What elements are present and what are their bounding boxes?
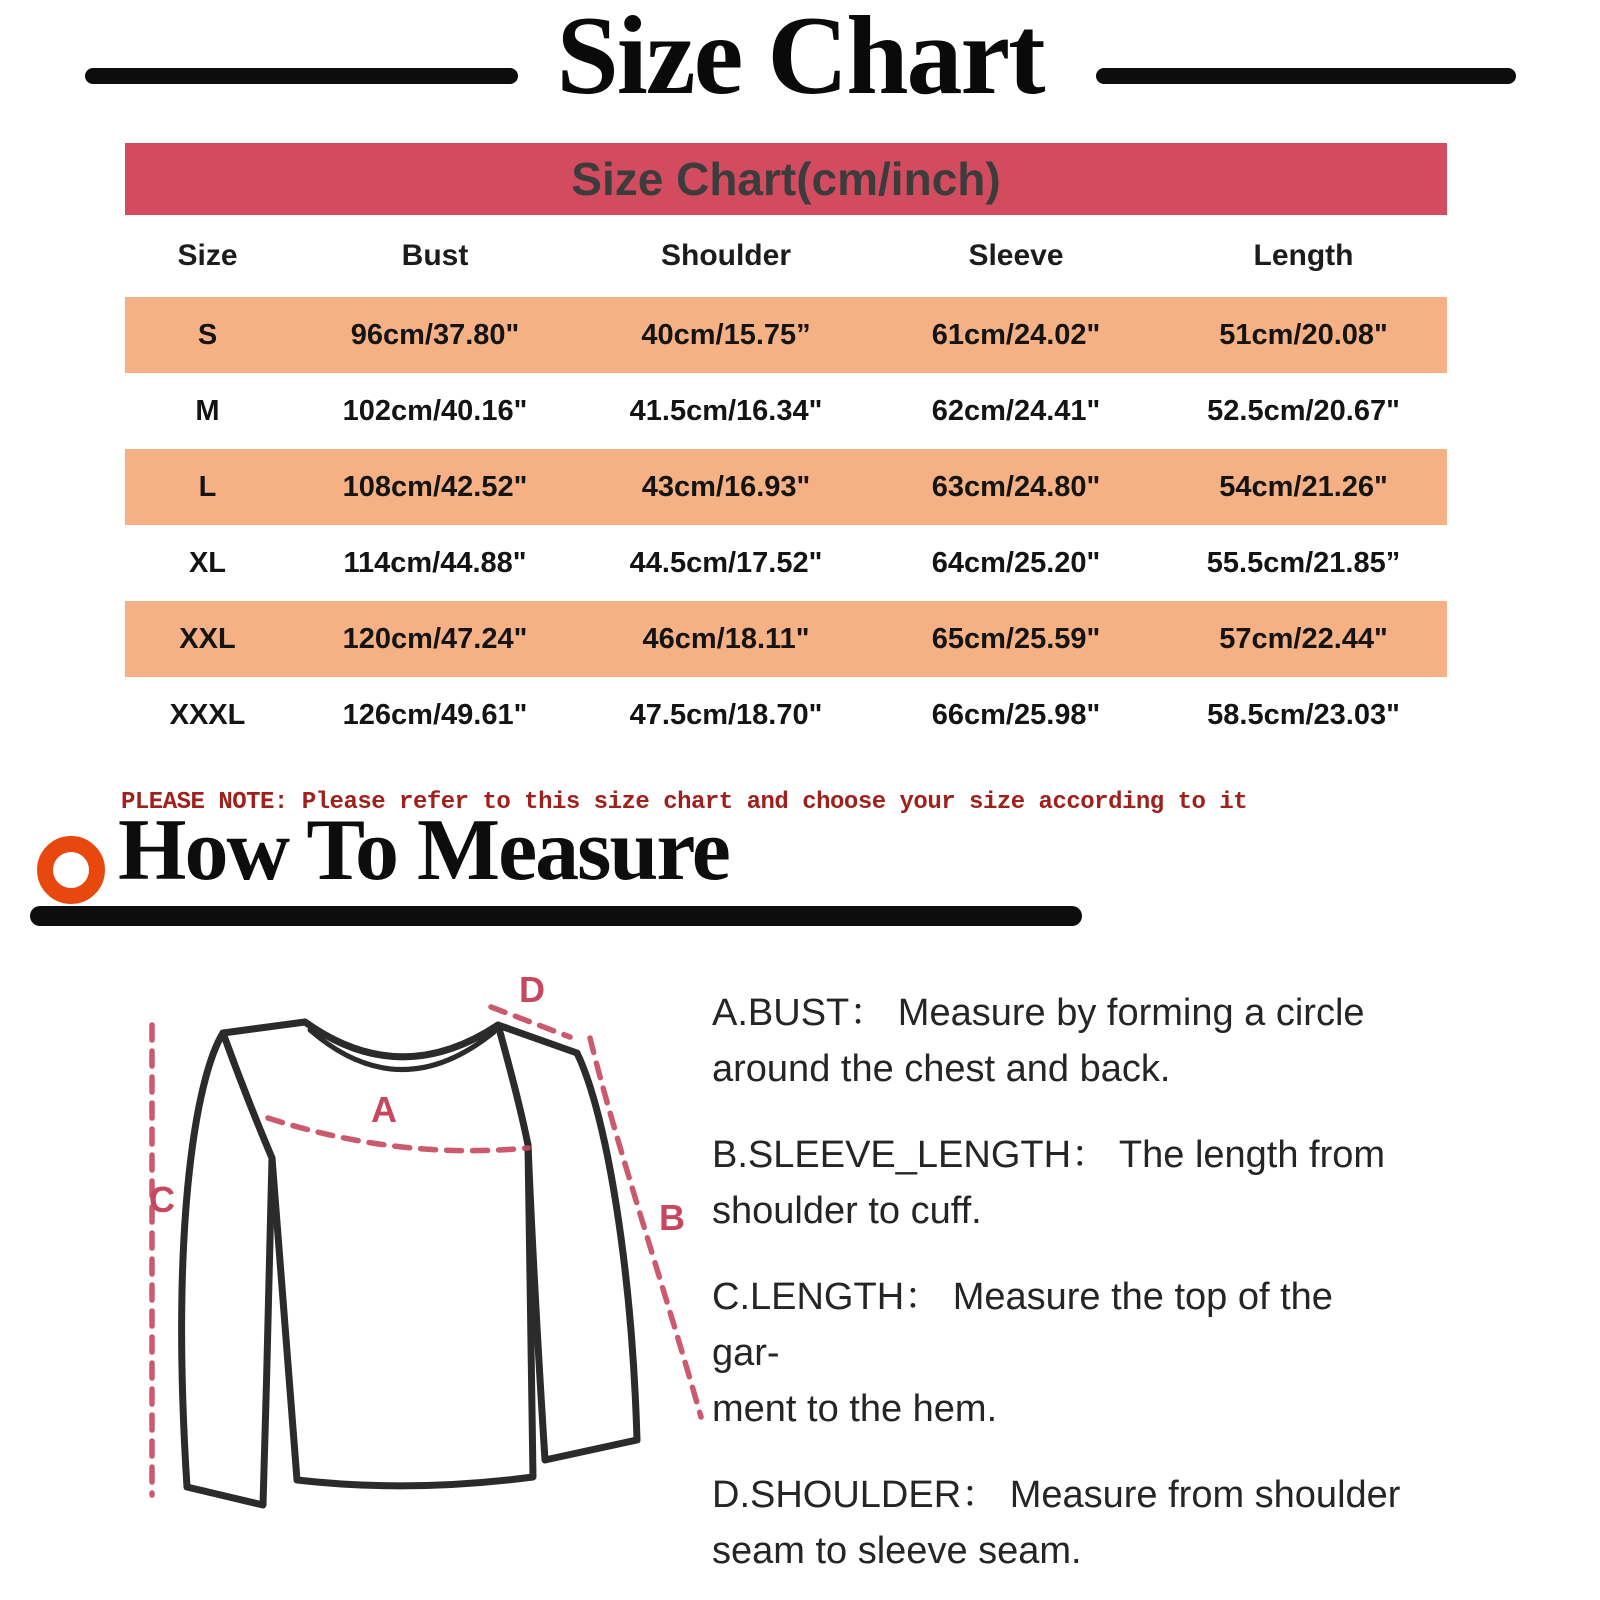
cell-size: XXXL xyxy=(169,698,246,731)
cell-bust: 96cm/37.80" xyxy=(350,318,520,351)
cell-size: XL xyxy=(188,546,227,579)
table-row xyxy=(125,601,1447,677)
bust-description-line1: A.BUST： Measure by forming a circle xyxy=(712,992,1365,1034)
sleeve-description-line1: B.SLEEVE_LENGTH： The length from xyxy=(712,1134,1386,1176)
shoulder-description xyxy=(712,1467,1402,1579)
size-table xyxy=(125,215,1447,753)
cell-bust: 120cm/47.24" xyxy=(342,622,528,655)
sleeve-length-description xyxy=(712,1127,1402,1239)
col-header-shoulder: Shoulder xyxy=(660,239,791,272)
label-a: A xyxy=(371,1089,397,1130)
measure-lines xyxy=(152,1007,701,1495)
cell-sleeve: 64cm/25.20" xyxy=(931,546,1101,579)
size-chart-banner xyxy=(125,143,1447,215)
sleeve-description-line2: shoulder to cuff. xyxy=(712,1190,982,1232)
table-row xyxy=(125,373,1447,449)
cell-shoulder: 41.5cm/16.34" xyxy=(629,394,823,427)
cell-length: 51cm/20.08" xyxy=(1219,318,1388,351)
cell-length: 52.5cm/20.67" xyxy=(1207,394,1400,427)
table-row xyxy=(125,449,1447,525)
cell-bust: 102cm/40.16" xyxy=(342,394,528,427)
cell-sleeve: 65cm/25.59" xyxy=(931,622,1101,655)
title-rule-right xyxy=(1096,68,1516,84)
cell-length: 54cm/21.26" xyxy=(1219,470,1388,503)
cell-shoulder: 40cm/15.75” xyxy=(641,318,811,351)
shirt-outline xyxy=(182,1022,637,1505)
cell-shoulder: 46cm/18.11" xyxy=(642,622,810,655)
measure-line-a xyxy=(268,1118,528,1151)
cell-sleeve: 66cm/25.98" xyxy=(931,698,1101,731)
cell-size: L xyxy=(198,470,217,503)
cell-size: M xyxy=(195,394,220,427)
cell-sleeve: 62cm/24.41" xyxy=(931,394,1101,427)
cell-sleeve: 63cm/24.80" xyxy=(931,470,1101,503)
cell-shoulder: 43cm/16.93" xyxy=(641,470,811,503)
shirt-measure-diagram xyxy=(100,950,720,1570)
ring-icon xyxy=(37,836,105,904)
cell-bust: 126cm/49.61" xyxy=(342,698,528,731)
heading-underline xyxy=(30,906,1082,926)
cell-bust: 114cm/44.88" xyxy=(343,546,527,579)
cell-bust: 108cm/42.52" xyxy=(342,470,528,503)
please-note-text: PLEASE NOTE: Please refer to this size chart and choose your size according to it xyxy=(121,789,1248,816)
table-row xyxy=(125,297,1447,373)
measure-descriptions xyxy=(712,985,1402,1600)
shoulder-description-line2: seam to sleeve seam. xyxy=(712,1530,1082,1572)
col-header-bust: Bust xyxy=(401,239,469,272)
col-header-sleeve: Sleeve xyxy=(968,239,1064,272)
cell-sleeve: 61cm/24.02" xyxy=(931,318,1101,351)
cell-length: 57cm/22.44" xyxy=(1219,622,1388,655)
cell-shoulder: 44.5cm/17.52" xyxy=(629,546,823,579)
banner-title: Size Chart(cm/inch) xyxy=(571,153,1001,205)
shoulder-description-line1: D.SHOULDER： Measure from shoulder xyxy=(712,1474,1401,1516)
bust-description-line2: around the chest and back. xyxy=(712,1048,1171,1090)
length-description-line2: ment to the hem. xyxy=(712,1388,998,1430)
cell-size: S xyxy=(197,318,218,351)
cell-shoulder: 47.5cm/18.70" xyxy=(629,698,823,731)
length-description xyxy=(712,1269,1402,1437)
length-description-line1: C.LENGTH： Measure the top of the gar- xyxy=(712,1276,1333,1374)
table-header-row xyxy=(125,215,1447,297)
how-to-measure-title: How To Measure xyxy=(118,802,729,899)
bust-description xyxy=(712,985,1402,1097)
label-b: B xyxy=(659,1197,685,1238)
cell-length: 55.5cm/21.85” xyxy=(1206,546,1401,579)
cell-length: 58.5cm/23.03" xyxy=(1207,698,1400,731)
table-row xyxy=(125,525,1447,601)
label-d: D xyxy=(519,969,545,1010)
cell-size: XXL xyxy=(179,622,236,655)
col-header-size: Size xyxy=(177,239,238,272)
table-row xyxy=(125,677,1447,753)
label-c: C xyxy=(149,1179,175,1220)
col-header-length: Length xyxy=(1253,239,1354,272)
page-title: Size Chart xyxy=(556,0,1044,118)
